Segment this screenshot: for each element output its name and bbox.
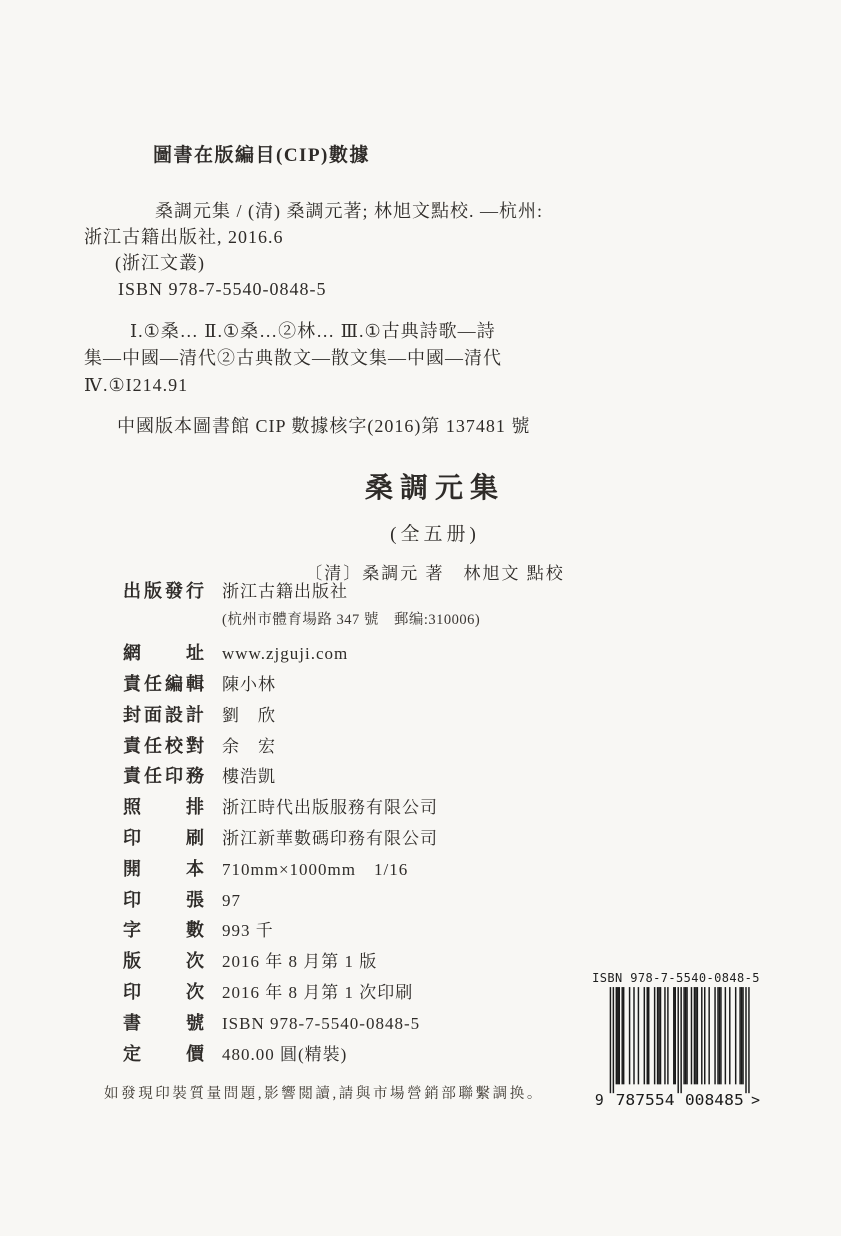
colophon-value: 浙江新華數碼印務有限公司: [222, 829, 438, 849]
colophon-label: 網 址: [123, 643, 207, 664]
colophon-label: 照 排: [123, 797, 207, 818]
colophon-row-cover-design: [123, 701, 683, 732]
book-title: 桑調元集: [364, 473, 505, 504]
colophon-label: 版 次: [123, 951, 207, 972]
cip-line: 桑調元集 / (清) 桑調元著; 林旭文點校. —杭州:: [155, 201, 543, 221]
colophon-value: 710mm×1000mm 1/16: [222, 859, 409, 879]
cip-block: [84, 140, 624, 438]
classification-line: Ⅳ.①I214.91: [84, 375, 189, 395]
colophon-label: 定 價: [123, 1043, 207, 1064]
svg-text:787554: 787554: [615, 1091, 675, 1108]
colophon-row-address: [123, 608, 683, 640]
colophon-label: 書 號: [123, 1012, 207, 1033]
colophon-value: ISBN 978-7-5540-0848-5: [222, 1013, 421, 1033]
svg-text:9: 9: [594, 1091, 604, 1108]
colophon-row-sheets: [123, 886, 683, 917]
colophon-row-typesetting: [123, 793, 683, 824]
cip-registration: 中國版本圖書館 CIP 數據核字(2016)第 137481 號: [117, 416, 531, 436]
colophon-value: 余 宏: [222, 736, 276, 756]
volume-note: (全五册): [390, 524, 480, 545]
authors-line: 〔清〕桑調元 著 林旭文 點校: [305, 564, 565, 583]
classification-line: 集—中國—清代②古典散文—散文集—中國—清代: [84, 348, 502, 368]
title-block: [90, 466, 780, 584]
colophon-label: 責任編輯: [123, 674, 207, 695]
cip-description: [84, 198, 624, 302]
colophon-value: 2016 年 8 月第 1 次印刷: [222, 983, 414, 1003]
svg-text:008485: 008485: [684, 1091, 744, 1108]
colophon-label: 印 刷: [123, 828, 207, 849]
classification-line: Ⅰ.①桑… Ⅱ.①桑…②林… Ⅲ.①古典詩歌—詩: [130, 321, 496, 341]
cip-isbn-line: ISBN 978-7-5540-0848-5: [118, 279, 327, 299]
colophon-value: 浙江時代出版服務有限公司: [222, 798, 438, 818]
cip-classification: [84, 318, 624, 399]
colophon-row-format: [123, 855, 683, 886]
svg-text:>: >: [751, 1091, 760, 1108]
colophon-row-print-supervisor: [123, 762, 683, 793]
quality-note: 如發現印裝質量問題,影響閲讀,請與市場營銷部聯繫調换。: [104, 1086, 544, 1102]
colophon-row-website: [123, 639, 683, 670]
colophon-label: 印 次: [123, 982, 207, 1003]
cip-series-line: (浙江文叢): [115, 253, 205, 273]
colophon-value: 480.00 圓(精裝): [222, 1044, 348, 1064]
barcode-isbn-text: ISBN 978-7-5540-0848-5: [592, 971, 760, 985]
colophon-value: (杭州市體育場路 347 號 郵编:310006): [222, 611, 481, 628]
colophon-label: 開 本: [123, 858, 207, 879]
colophon-value: 陳小林: [222, 675, 276, 695]
colophon-label: 封面設計: [123, 704, 207, 725]
colophon-label: 責任校對: [123, 735, 207, 756]
isbn-barcode: [592, 971, 760, 1108]
colophon-row-proofreader: [123, 732, 683, 763]
colophon-label: 字 數: [123, 920, 207, 941]
colophon-row-word-count: [123, 916, 683, 947]
colophon-label: 印 張: [123, 889, 207, 910]
colophon-value: 劉 欣: [222, 705, 276, 725]
cip-header: 圖書在版編目(CIP)數據: [153, 145, 370, 166]
barcode-svg: [592, 987, 760, 1108]
cip-line: 浙江古籍出版社, 2016.6: [84, 227, 284, 247]
colophon-row-editor: [123, 670, 683, 701]
colophon-label: 出版發行: [123, 581, 207, 601]
colophon-label: 責任印務: [123, 766, 207, 787]
colophon-row-printing: [123, 824, 683, 855]
colophon-row-publisher: [123, 577, 683, 608]
colophon-value: www.zjguji.com: [222, 644, 349, 664]
colophon-value: 浙江古籍出版社: [222, 582, 348, 601]
colophon-value: 樓浩凱: [222, 767, 276, 787]
colophon-value: 97: [222, 890, 241, 910]
colophon-value: 2016 年 8 月第 1 版: [222, 952, 378, 972]
colophon-value: 993 千: [222, 921, 274, 941]
